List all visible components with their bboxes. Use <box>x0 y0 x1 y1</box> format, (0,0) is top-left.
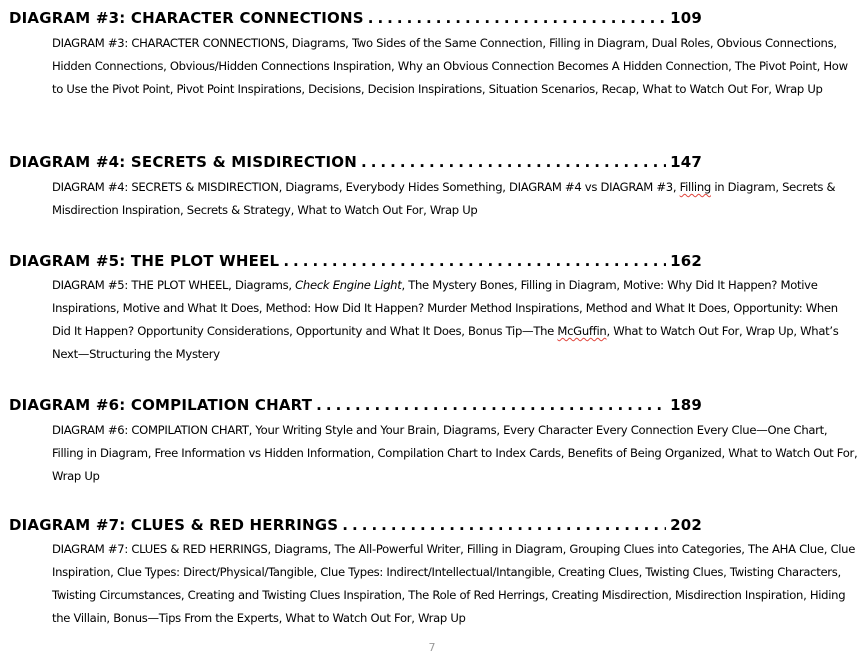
toc-description-italic: Check Engine Light <box>295 278 402 292</box>
toc-description <box>52 419 858 488</box>
toc-page-number: 202 <box>670 516 702 534</box>
toc-description-text: in Diagram, Secrets & Misdirection Inspiration, Secrets & Strategy, What to Watch Out For, Wrap Up <box>52 180 836 217</box>
toc-page-number: 147 <box>670 153 702 171</box>
toc-description-text: DIAGRAM #4: SECRETS & MISDIRECTION, Diagrams, Everybody Hides Something, DIAGRAM #4 vs DIAGRAM #3, <box>52 180 680 194</box>
dot-leader <box>316 396 666 414</box>
spellcheck-flagged-word: McGuffin <box>557 324 607 338</box>
toc-heading[interactable] <box>9 252 702 274</box>
toc-heading[interactable] <box>9 9 702 31</box>
dot-leader <box>361 153 666 171</box>
dot-leader <box>342 516 666 534</box>
toc-description-text: DIAGRAM #7: CLUES & RED HERRINGS, Diagrams, The All-Powerful Writer, Filling in Diagram, Grouping Clues into Categories, The AHA Clue, Clue Inspiration, Clue Types: Direct/Physical/Tangible, Clue Types: Indirect/Intellectual/Intangible, Creating Clues, Twisting Clues, Twisting Characters, Twisting Circumstances, Creating and Twisting Clues Inspiration, The Role of Red Herrings, Creating Misdirection, Misdirection Inspiration, Hiding the Villain, Bonus—Tips From the Experts, What to Watch Out For, Wrap Up <box>52 542 856 625</box>
toc-description <box>52 176 858 222</box>
toc-heading-title: DIAGRAM #7: CLUES & RED HERRINGS <box>9 516 339 534</box>
toc-heading[interactable] <box>9 516 702 538</box>
toc-description-text: , What to Watch Out For, Wrap Up, What’s Next—Structuring the Mystery <box>52 324 839 361</box>
dot-leader <box>283 252 666 270</box>
toc-description <box>52 274 858 366</box>
toc-page-number: 189 <box>670 396 702 414</box>
toc-description <box>52 538 858 630</box>
toc-heading[interactable] <box>9 153 702 175</box>
toc-page-number: 162 <box>670 252 702 270</box>
toc-heading-title: DIAGRAM #4: SECRETS & MISDIRECTION <box>9 153 357 171</box>
toc-heading[interactable] <box>9 396 702 418</box>
toc-heading-title: DIAGRAM #3: CHARACTER CONNECTIONS <box>9 9 364 27</box>
toc-description-text: DIAGRAM #3: CHARACTER CONNECTIONS, Diagrams, Two Sides of the Same Connection, Filling in Diagram, Dual Roles, Obvious Connections, Hidden Connections, Obvious/Hidden Connections Inspiration, Why an Obvious Connection Becomes A Hidden Connection, The Pivot Point, How to Use the Pivot Point, Pivot Point Inspirations, Decisions, Decision Inspirations, Situation Scenarios, Recap, What to Watch Out For, Wrap Up <box>52 36 848 96</box>
dot-leader <box>368 9 666 27</box>
toc-description <box>52 32 858 101</box>
toc-heading-title: DIAGRAM #6: COMPILATION CHART <box>9 396 313 414</box>
toc-description-text: , The Mystery Bones, Filling in Diagram, Motive: Why Did It Happen? Motive Inspirations, Motive and What It Does, Method: How Did It Happen? Murder Method Inspirations, Method and What It Does, Opportunity: When Did It Happen? Opportunity Considerations, Opportunity and What It Does, Bonus Tip—The <box>52 278 838 338</box>
page-number-footer: 7 <box>428 641 436 654</box>
toc-description-text: DIAGRAM #6: COMPILATION CHART, Your Writing Style and Your Brain, Diagrams, Every Character Every Connection Every Clue—One Chart, Filling in Diagram, Free Information vs Hidden Information, Compilation Chart to Index Cards, Benefits of Being Organized, What to Watch Out For, Wrap Up <box>52 423 858 483</box>
spellcheck-flagged-word: Filling <box>679 180 711 194</box>
toc-page-number: 109 <box>670 9 702 27</box>
toc-heading-title: DIAGRAM #5: THE PLOT WHEEL <box>9 252 280 270</box>
toc-description-text: DIAGRAM #5: THE PLOT WHEEL, Diagrams, <box>52 278 296 292</box>
